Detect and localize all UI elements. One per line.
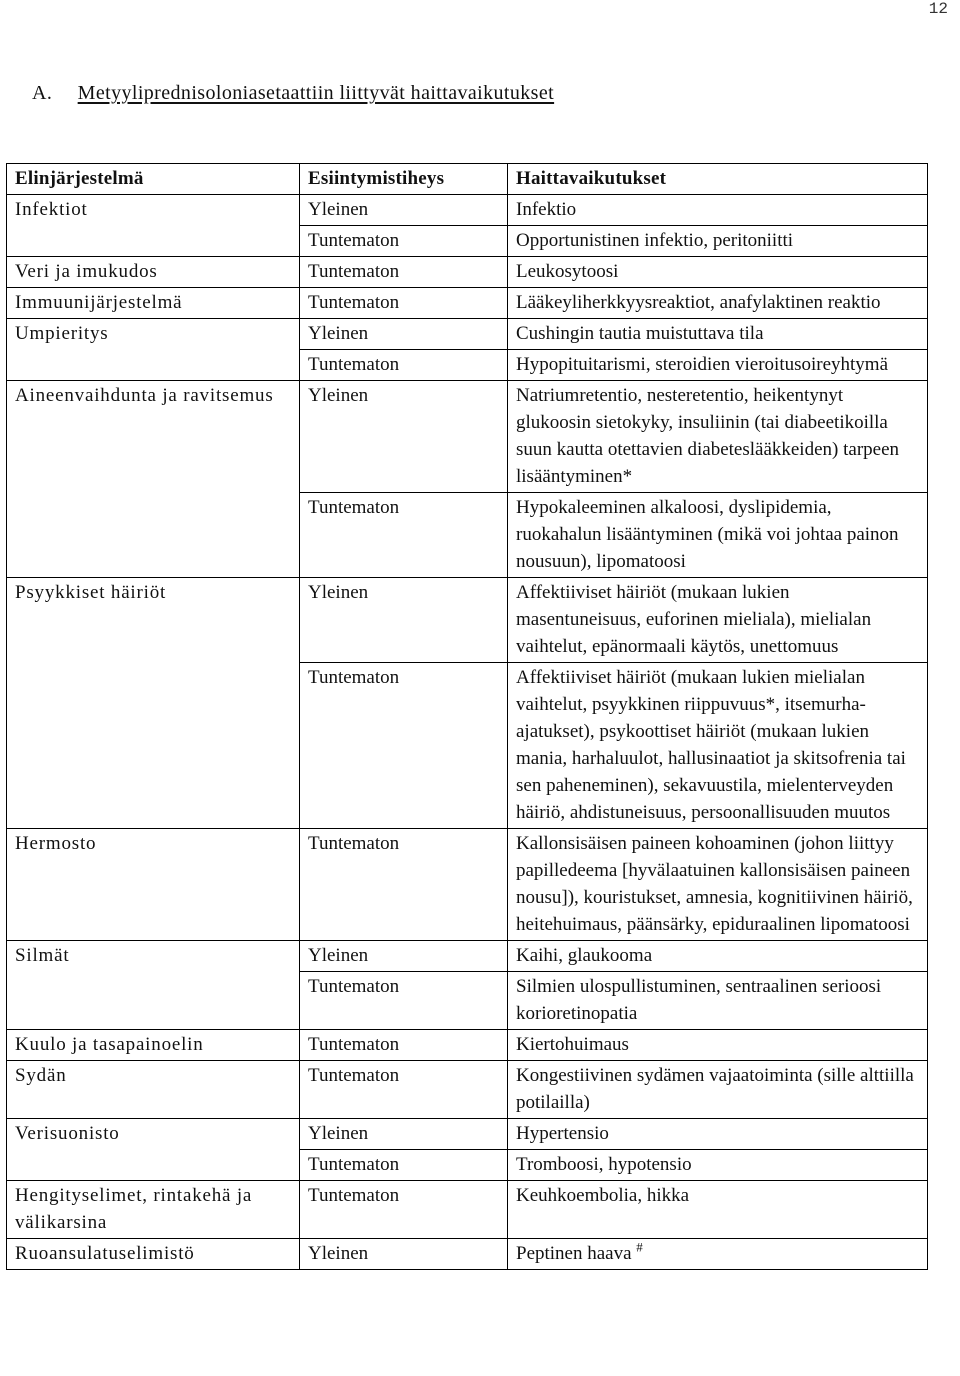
- adverse-effect-text: Kiertohuimaus: [516, 1034, 629, 1055]
- section-title: Metyyliprednisoloniasetaattiin liittyvät haittavaikutukset: [77, 82, 555, 104]
- organ-class-cell: Kuulo ja tasapainoelin: [7, 1030, 300, 1061]
- adverse-effect-cell: [508, 1150, 928, 1181]
- organ-class-cell: Immuunijärjestelmä: [7, 288, 300, 319]
- header-frequency: Esiintymistiheys: [300, 164, 508, 195]
- table-row: [7, 195, 928, 226]
- table-row: [7, 1030, 928, 1061]
- frequency-cell: Tuntematon: [300, 1061, 508, 1119]
- organ-class-cell: Ruoansulatuselimistö: [7, 1239, 300, 1270]
- organ-class-cell: Infektiot: [7, 195, 300, 257]
- section-letter: A.: [32, 82, 53, 104]
- adverse-effect-cell: [508, 578, 928, 663]
- adverse-effect-text: Affektiiviset häiriöt (mukaan lukien mielialan vaihtelut, psyykkinen riippuvuus*, itsemurha-ajatukset), psykoottiset häiriöt (mukaan lukien mania, harhaluulot, hallusinaatiot ja skitsofrenia tai sen paheneminen), sekavuustila, mielenterveyden häiriö, ahdistuneisuus, persoonallisuuden muutos: [516, 667, 906, 823]
- table-row: [7, 941, 928, 972]
- adverse-effect-text: Hypertensio: [516, 1123, 609, 1144]
- adverse-effect-text: Hypokaleeminen alkaloosi, dyslipidemia, ruokahalun lisääntyminen (mikä voi johtaa painon nousuun), lipomatoosi: [516, 497, 899, 572]
- organ-class-cell: Umpieritys: [7, 319, 300, 381]
- adverse-effect-text: Affektiiviset häiriöt (mukaan lukien masentuneisuus, euforinen mieliala), mielialan vaihtelut, epänormaali käytös, unettomuus: [516, 582, 872, 657]
- adverse-effect-cell: [508, 941, 928, 972]
- frequency-cell: Tuntematon: [300, 493, 508, 578]
- table-row: [7, 319, 928, 350]
- table-row: [7, 1061, 928, 1119]
- adverse-effect-text: Tromboosi, hypotensio: [516, 1154, 692, 1175]
- organ-class-cell: Veri ja imukudos: [7, 257, 300, 288]
- adverse-effect-cell: [508, 493, 928, 578]
- header-organ-class: Elinjärjestelmä: [7, 164, 300, 195]
- page-number: 12: [928, 0, 948, 18]
- frequency-cell: Yleinen: [300, 941, 508, 972]
- adverse-effect-cell: [508, 381, 928, 493]
- table-header-row: [7, 164, 928, 195]
- adverse-effect-cell: [508, 226, 928, 257]
- frequency-cell: Yleinen: [300, 319, 508, 350]
- adverse-effect-text: Natriumretentio, nesteretentio, heikentynyt glukoosin sietokyky, insuliinin (tai diabeetikoilla suun kautta otettavien diabeteslääkkeiden) tarpeen lisääntyminen*: [516, 385, 900, 487]
- section-heading: [32, 82, 554, 105]
- organ-class-cell: Hengityselimet, rintakehä ja välikarsina: [7, 1181, 300, 1239]
- frequency-cell: Tuntematon: [300, 1181, 508, 1239]
- table-row: [7, 288, 928, 319]
- organ-class-cell: Sydän: [7, 1061, 300, 1119]
- adverse-effect-text: Kongestiivinen sydämen vajaatoiminta (sille alttiilla potilailla): [516, 1065, 914, 1113]
- adverse-effect-cell: [508, 972, 928, 1030]
- organ-class-cell: Hermosto: [7, 829, 300, 941]
- adverse-effect-cell: [508, 350, 928, 381]
- table-row: [7, 381, 928, 493]
- frequency-cell: Yleinen: [300, 578, 508, 663]
- adverse-effect-text: Opportunistinen infektio, peritoniitti: [516, 230, 794, 251]
- adverse-effect-text: Kaihi, glaukooma: [516, 945, 653, 966]
- adverse-effect-cell: [508, 257, 928, 288]
- adverse-effect-text: Keuhkoembolia, hikka: [516, 1185, 690, 1206]
- header-adverse-effects: Haittavaikutukset: [508, 164, 928, 195]
- organ-class-cell: Aineenvaihdunta ja ravitsemus: [7, 381, 300, 578]
- adverse-effect-text: Cushingin tautia muistuttava tila: [516, 323, 764, 344]
- frequency-cell: Yleinen: [300, 1239, 508, 1270]
- adverse-effect-text: Leukosytoosi: [516, 261, 619, 282]
- adverse-effect-cell: [508, 829, 928, 941]
- frequency-cell: Yleinen: [300, 381, 508, 493]
- adverse-effect-cell: [508, 1239, 928, 1270]
- frequency-cell: Tuntematon: [300, 1150, 508, 1181]
- adverse-effect-cell: [508, 1119, 928, 1150]
- adverse-effect-cell: [508, 1061, 928, 1119]
- frequency-cell: Tuntematon: [300, 257, 508, 288]
- frequency-cell: Tuntematon: [300, 829, 508, 941]
- adverse-effect-cell: [508, 663, 928, 829]
- organ-class-cell: Psyykkiset häiriöt: [7, 578, 300, 829]
- adverse-effect-cell: [508, 319, 928, 350]
- table-row: [7, 1181, 928, 1239]
- footnote-mark: #: [636, 1239, 643, 1255]
- frequency-cell: Tuntematon: [300, 972, 508, 1030]
- frequency-cell: Tuntematon: [300, 288, 508, 319]
- organ-class-cell: Silmät: [7, 941, 300, 1030]
- table-row: [7, 257, 928, 288]
- adverse-effect-text: Infektio: [516, 199, 577, 220]
- adverse-effects-table: [6, 163, 928, 1270]
- table-row: [7, 829, 928, 941]
- frequency-cell: Tuntematon: [300, 350, 508, 381]
- frequency-cell: Tuntematon: [300, 226, 508, 257]
- adverse-effect-text: Kallonsisäisen paineen kohoaminen (johon liittyy papilledeema [hyvälaatuinen kallonsisäisen paineen nousu]), kouristukset, amnesia, kognitiivinen häiriö, heitehuimaus, päänsärky, epiduraalinen lipomatoosi: [516, 833, 913, 935]
- adverse-effect-text: Peptinen haava: [516, 1243, 632, 1264]
- table-row: [7, 578, 928, 663]
- table-row: [7, 1239, 928, 1270]
- organ-class-cell: Verisuonisto: [7, 1119, 300, 1181]
- adverse-effect-cell: [508, 1181, 928, 1239]
- frequency-cell: Tuntematon: [300, 1030, 508, 1061]
- adverse-effect-text: Lääkeyliherkkyysreaktiot, anafylaktinen reaktio: [516, 292, 881, 313]
- table-row: [7, 1119, 928, 1150]
- frequency-cell: Yleinen: [300, 1119, 508, 1150]
- adverse-effect-cell: [508, 1030, 928, 1061]
- adverse-effect-cell: [508, 195, 928, 226]
- adverse-effect-cell: [508, 288, 928, 319]
- frequency-cell: Tuntematon: [300, 663, 508, 829]
- frequency-cell: Yleinen: [300, 195, 508, 226]
- adverse-effect-text: Hypopituitarismi, steroidien vieroitusoireyhtymä: [516, 354, 889, 375]
- adverse-effect-text: Silmien ulospullistuminen, sentraalinen serioosi korioretinopatia: [516, 976, 882, 1024]
